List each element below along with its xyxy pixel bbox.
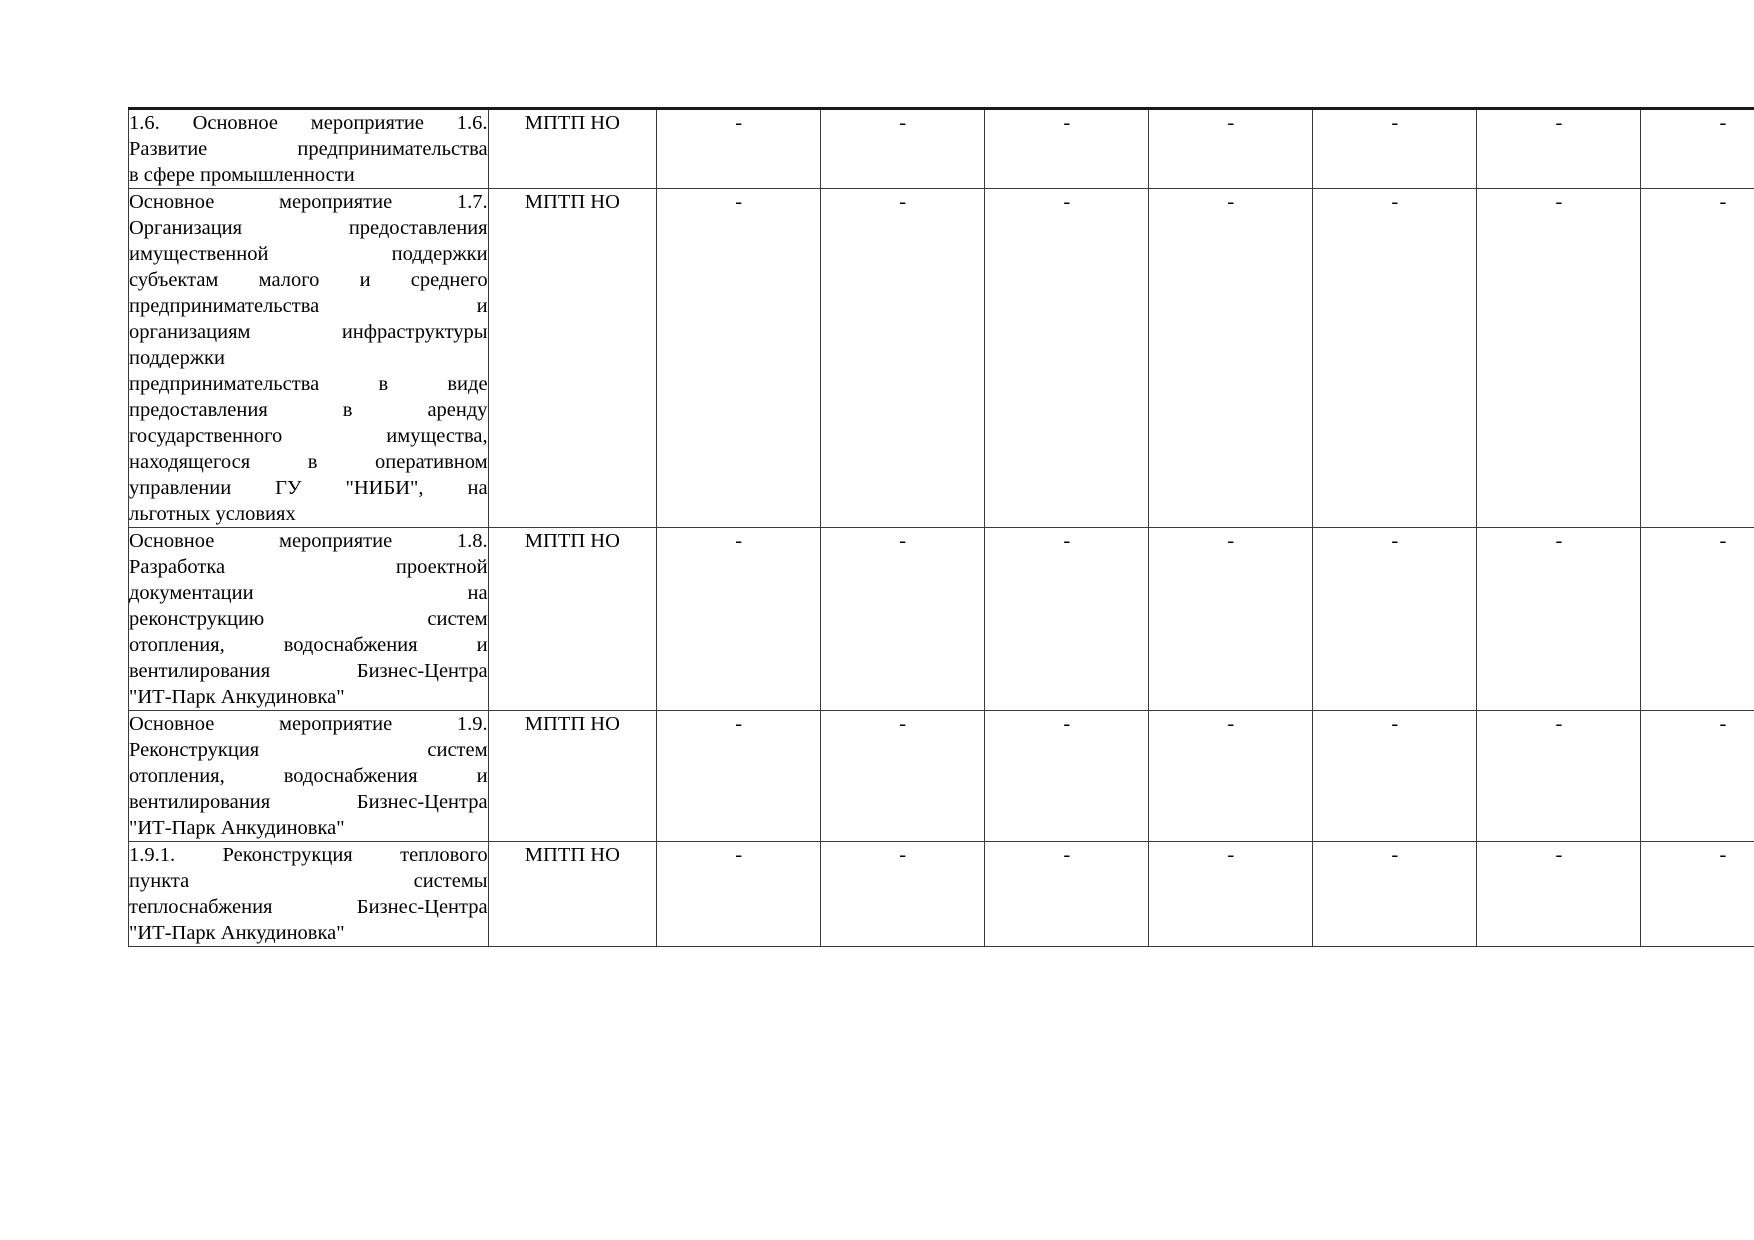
word: водоснабжения: [283, 634, 418, 656]
word: поддержки: [391, 243, 488, 265]
word: теплового: [400, 844, 488, 866]
measure-name-line: [129, 215, 488, 241]
word: управлении: [129, 477, 232, 499]
value-cell: -: [1641, 842, 1754, 947]
value-cell: -: [821, 189, 985, 528]
word: систем: [427, 608, 488, 630]
word: виде: [447, 373, 488, 395]
measure-name-cell: [129, 842, 489, 947]
value-cell: -: [1477, 109, 1641, 189]
word: Бизнес-Центра: [356, 660, 488, 682]
word: предоставления: [348, 217, 488, 239]
word: 1.7.: [456, 191, 488, 213]
measure-name-line: [129, 554, 488, 580]
measure-name-line: [129, 423, 488, 449]
word: находящегося: [129, 451, 251, 473]
word: вентилирования: [129, 660, 271, 682]
value-cell: -: [1149, 842, 1313, 947]
word: в: [307, 451, 318, 473]
word: предпринимательства: [129, 295, 320, 317]
word: мероприятие: [278, 191, 393, 213]
value-cell: -: [1477, 842, 1641, 947]
word: вентилирования: [129, 791, 271, 813]
measure-name-line: [129, 293, 488, 319]
value-cell: -: [1313, 528, 1477, 711]
measure-name-line: [129, 371, 488, 397]
value-cell: -: [657, 528, 821, 711]
word: 1.6.: [129, 112, 160, 134]
value-cell: -: [1313, 842, 1477, 947]
value-cell: -: [657, 189, 821, 528]
measure-name-line: [129, 763, 488, 789]
measure-name-line: [129, 528, 488, 554]
measure-name-line: поддержки: [129, 347, 225, 369]
value-cell: -: [985, 528, 1149, 711]
word: Развитие: [129, 138, 208, 160]
word: водоснабжения: [283, 765, 418, 787]
measure-name-line: [129, 894, 488, 920]
word: предпринимательства: [129, 373, 320, 395]
table-body: [129, 109, 1754, 947]
measure-name-line: [129, 319, 488, 345]
word: Реконструкция: [222, 844, 353, 866]
measure-name-cell: [129, 189, 489, 528]
measure-name-line: [129, 397, 488, 423]
value-cell: -: [1149, 528, 1313, 711]
measure-name-line: [129, 110, 488, 136]
measure-name-line: [129, 267, 488, 293]
value-cell: -: [1477, 189, 1641, 528]
word: Основное: [192, 112, 278, 134]
measure-name-cell: [129, 109, 489, 189]
measure-name-line: [129, 136, 488, 162]
value-cell: -: [657, 109, 821, 189]
value-cell: -: [657, 842, 821, 947]
responsible-executor-cell: МПТП НО: [488, 109, 657, 189]
measure-name-line: [129, 580, 488, 606]
measure-name-line: [129, 868, 488, 894]
word: среднего: [410, 269, 488, 291]
value-cell: -: [1477, 528, 1641, 711]
measure-name-cell: [129, 528, 489, 711]
value-cell: -: [1149, 189, 1313, 528]
measure-name-line: "ИТ-Парк Анкудиновка": [129, 922, 345, 944]
word: инфраструктуры: [341, 321, 488, 343]
measure-name-line: [129, 711, 488, 737]
word: и: [476, 295, 488, 317]
word: Реконструкция: [129, 739, 260, 761]
measure-name-line: [129, 789, 488, 815]
table-row: [129, 711, 1754, 842]
table-row: [129, 189, 1754, 528]
table-viewport: [128, 107, 1754, 947]
value-cell: -: [657, 711, 821, 842]
word: организациям: [129, 321, 251, 343]
word: 1.9.1.: [129, 844, 176, 866]
word: имущественной: [129, 243, 269, 265]
measure-name-line: [129, 658, 488, 684]
value-cell: -: [1313, 189, 1477, 528]
table-row: [129, 842, 1754, 947]
word: Разработка: [129, 556, 226, 578]
word: и: [359, 269, 371, 291]
word: систем: [427, 739, 488, 761]
word: пункта: [129, 870, 190, 892]
word: субъектам: [129, 269, 219, 291]
measure-name-line: [129, 606, 488, 632]
measure-name-line: [129, 475, 488, 501]
word: на: [467, 477, 488, 499]
word: имущества,: [386, 425, 488, 447]
value-cell: -: [1641, 109, 1754, 189]
word: мероприятие: [278, 530, 393, 552]
table-row: [129, 528, 1754, 711]
word: на: [467, 582, 488, 604]
word: предпринимательства: [297, 138, 488, 160]
value-cell: -: [1641, 711, 1754, 842]
word: мероприятие: [278, 713, 393, 735]
measure-name-line: льготных условиях: [129, 503, 296, 525]
word: 1.9.: [456, 713, 488, 735]
word: Основное: [129, 713, 215, 735]
value-cell: -: [985, 109, 1149, 189]
measure-name-cell: [129, 711, 489, 842]
word: государственного: [129, 425, 283, 447]
word: в: [342, 399, 353, 421]
measure-name-line: [129, 241, 488, 267]
value-cell: -: [1313, 109, 1477, 189]
value-cell: -: [1149, 109, 1313, 189]
word: и: [476, 765, 488, 787]
responsible-executor-cell: МПТП НО: [488, 528, 657, 711]
value-cell: -: [1641, 189, 1754, 528]
word: "НИБИ",: [345, 477, 424, 499]
word: мероприятие: [310, 112, 424, 134]
word: оперативном: [375, 451, 488, 473]
word: системы: [413, 870, 488, 892]
value-cell: -: [985, 189, 1149, 528]
word: отопления,: [129, 765, 225, 787]
word: теплоснабжения: [129, 896, 273, 918]
word: Бизнес-Центра: [356, 896, 488, 918]
program-measures-table: [128, 107, 1754, 947]
measure-name-line: [129, 189, 488, 215]
responsible-executor-cell: МПТП НО: [488, 711, 657, 842]
value-cell: -: [1641, 528, 1754, 711]
measure-name-line: в сфере промышленности: [129, 164, 355, 186]
table-row: [129, 109, 1754, 189]
word: предоставления: [129, 399, 268, 421]
measure-name-line: [129, 632, 488, 658]
measure-name-line: "ИТ-Парк Анкудиновка": [129, 686, 345, 708]
word: отопления,: [129, 634, 225, 656]
word: документации: [129, 582, 254, 604]
measure-name-line: "ИТ-Парк Анкудиновка": [129, 817, 345, 839]
word: реконструкцию: [129, 608, 265, 630]
measure-name-line: [129, 842, 488, 868]
word: 1.6.: [456, 112, 488, 134]
word: Основное: [129, 191, 215, 213]
responsible-executor-cell: МПТП НО: [488, 842, 657, 947]
word: проектной: [395, 556, 488, 578]
value-cell: -: [821, 711, 985, 842]
word: 1.8.: [456, 530, 488, 552]
measure-name-line: [129, 449, 488, 475]
value-cell: -: [821, 528, 985, 711]
value-cell: -: [821, 109, 985, 189]
word: малого: [258, 269, 320, 291]
word: в: [378, 373, 389, 395]
word: Бизнес-Центра: [356, 791, 488, 813]
word: Основное: [129, 530, 215, 552]
word: ГУ: [275, 477, 302, 499]
value-cell: -: [1477, 711, 1641, 842]
value-cell: -: [985, 711, 1149, 842]
word: аренду: [427, 399, 488, 421]
measure-name-line: [129, 737, 488, 763]
value-cell: -: [985, 842, 1149, 947]
value-cell: -: [1313, 711, 1477, 842]
word: Организация: [129, 217, 243, 239]
value-cell: -: [1149, 711, 1313, 842]
word: и: [476, 634, 488, 656]
responsible-executor-cell: МПТП НО: [488, 189, 657, 528]
value-cell: -: [821, 842, 985, 947]
